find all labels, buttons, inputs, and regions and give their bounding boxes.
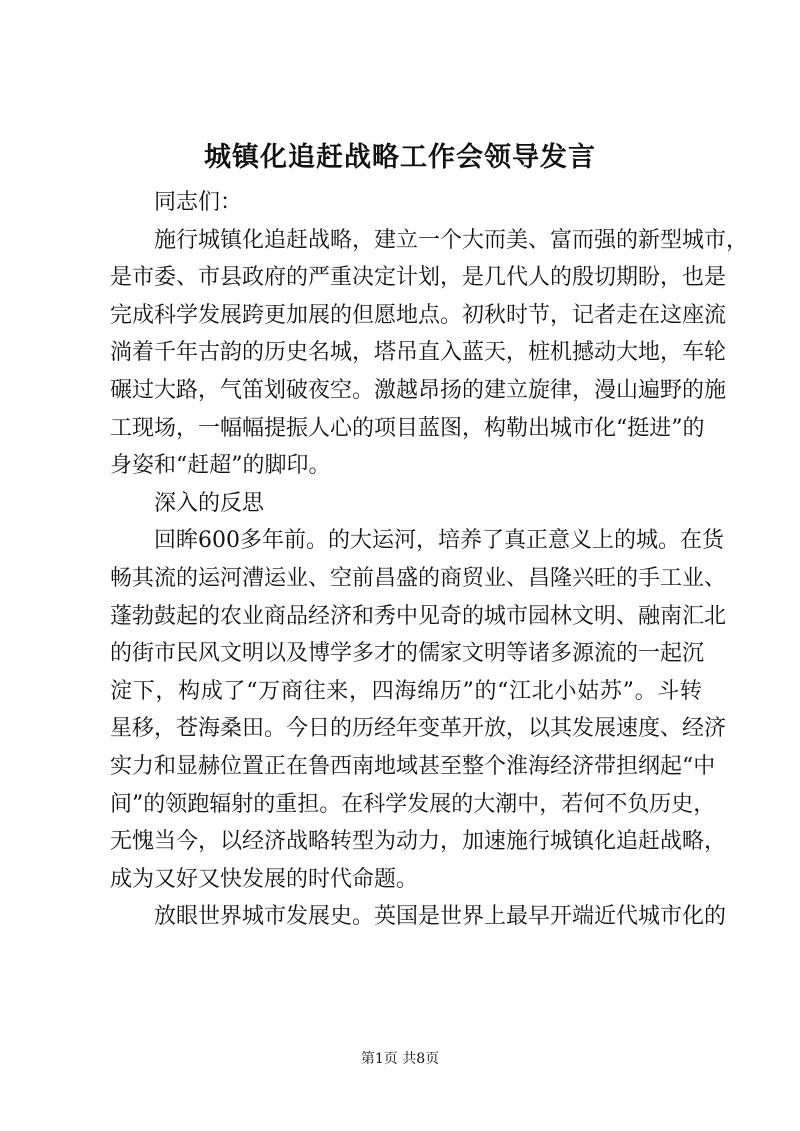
paragraph-line: 碾过大路，气笛划破夜空。激越昂扬的建立旋律，漫山遍野的施 (110, 377, 727, 403)
paragraph-line: 回眸600多年前。的大运河，培养了真正意义上的城。在货 (154, 528, 724, 554)
paragraph-line: 间”的领跑辐射的重担。在科学发展的大潮中，若何不负历史， (110, 791, 716, 817)
paragraph-line: 淌着千年古韵的历史名城，塔吊直入蓝天，桩机撼动大地，车轮 (110, 340, 727, 366)
paragraph-line: 的街市民风文明以及博学多才的儒家文明等诸多源流的一起沉 (110, 641, 705, 667)
paragraph-line: 成为又好又快发展的时代命题。 (110, 866, 419, 892)
paragraph-line: 畅其流的运河漕运业、空前昌盛的商贸业、昌隆兴旺的手工业、 (110, 565, 727, 591)
document-title: 城镇化追赶战略工作会领导发言 (204, 142, 596, 173)
document-body (110, 184, 749, 936)
section-heading: 深入的反思 (154, 490, 265, 516)
salutation-line: 同志们： (154, 190, 243, 215)
paragraph-line: 无愧当今，以经济战略转型为动力，加速施行城镇化追赶战略， (110, 829, 727, 855)
paragraph-line: 工现场，一幅幅提振人心的项目蓝图，构勒出城市化“挺进”的 (110, 415, 705, 441)
paragraph-line: 完成科学发展跨更加展的但愿地点。初秋时节，记者走在这座流 (110, 302, 727, 328)
paragraph-line: 淀下，构成了“万商往来，四海绵历”的“江北小姑苏”。斗转 (110, 678, 702, 704)
paragraph-line: 身姿和“赶超”的脚印。 (110, 453, 331, 479)
paragraph-line: 放眼世界城市发展史。英国是世界上最早开端近代城市化的 (154, 904, 727, 930)
paragraph-line: 星移，苍海桑田。今日的历经年变革开放，以其发展速度、经济 (110, 716, 727, 742)
paragraph-line: 实力和显赫位置正在鲁西南地域甚至整个淮海经济带担纲起“中 (110, 753, 716, 779)
page-number: 第1页 共8页 (360, 1051, 440, 1067)
paragraph-line: 施行城镇化追赶战略，建立一个大而美、富而强的新型城市， (154, 227, 749, 253)
paragraph-line: 是市委、市县政府的严重决定计划，是几代人的殷切期盼，也是 (110, 265, 727, 291)
paragraph-line: 蓬勃鼓起的农业商品经济和秀中见奇的城市园林文明、融南汇北 (110, 603, 727, 629)
